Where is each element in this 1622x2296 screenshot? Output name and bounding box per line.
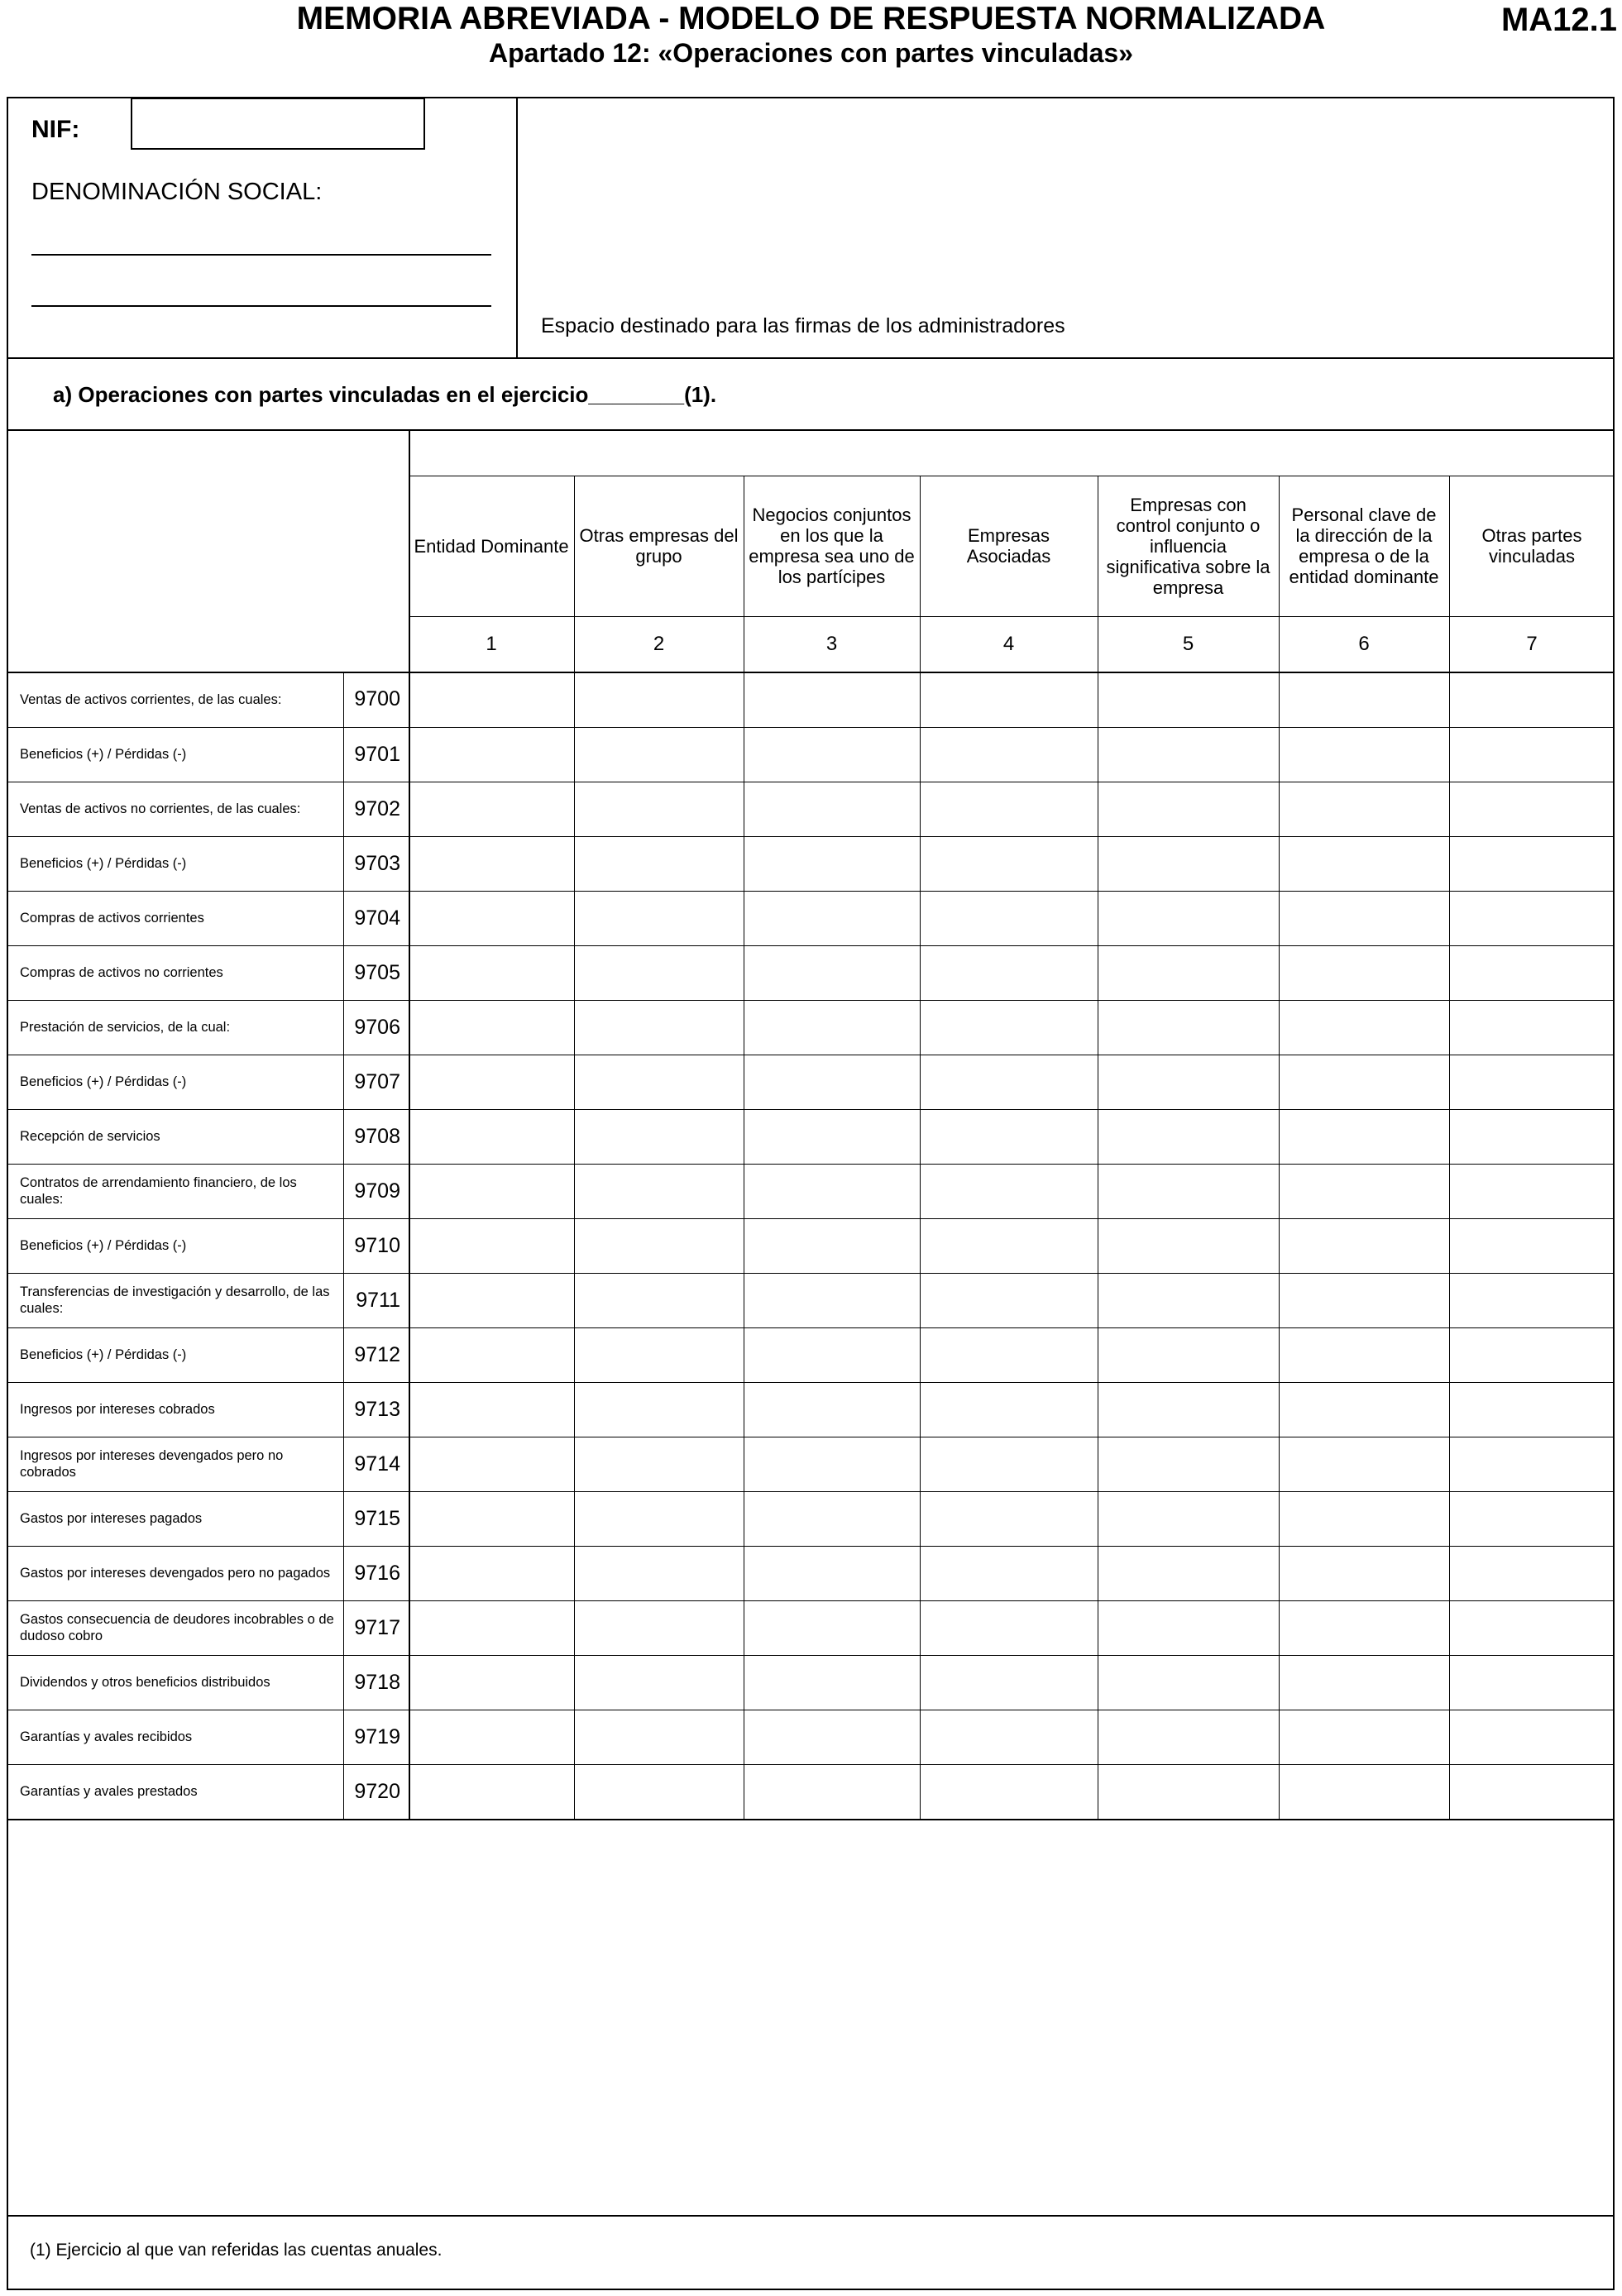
cell-9711-col3[interactable] <box>744 1273 920 1327</box>
cell-9707-col2[interactable] <box>574 1055 744 1109</box>
cell-9713-col1[interactable] <box>409 1382 574 1437</box>
row-code: 9701 <box>354 742 400 766</box>
cell-9704-col4[interactable] <box>920 891 1098 945</box>
cell-9701-col1[interactable] <box>409 727 574 782</box>
cell-9718-col4[interactable] <box>920 1655 1098 1710</box>
row-code: 9720 <box>354 1779 400 1803</box>
cell-9709-col3[interactable] <box>744 1164 920 1218</box>
row-code: 9703 <box>354 851 400 875</box>
column-header-3: Negocios conjuntos en los que la empresa sea uno de los partícipes <box>749 505 915 587</box>
cell-9709-col5[interactable] <box>1098 1164 1279 1218</box>
cell-9709-col4[interactable] <box>920 1164 1098 1218</box>
denominacion-label: DENOMINACIÓN SOCIAL: <box>31 179 323 205</box>
column-number-4: 4 <box>1002 633 1015 655</box>
cell-9702-col5[interactable] <box>1098 782 1279 836</box>
cell-9711-col2[interactable] <box>574 1273 744 1327</box>
cell-9706-col2[interactable] <box>574 1000 744 1055</box>
body-col-divider <box>920 672 921 1819</box>
cell-9713-col6[interactable] <box>1279 1382 1449 1437</box>
row-code: 9719 <box>354 1724 400 1748</box>
cell-9710-col5[interactable] <box>1098 1218 1279 1273</box>
cell-9703-col5[interactable] <box>1098 836 1279 891</box>
cell-9700-col4[interactable] <box>920 672 1098 727</box>
row-label: Gastos consecuencia de deudores incobrables o de dudoso cobro <box>20 1612 334 1643</box>
cell-9705-col7[interactable] <box>1449 945 1615 1000</box>
cell-9720-col7[interactable] <box>1449 1764 1615 1819</box>
row-label: Beneficios (+) / Pérdidas (-) <box>20 1347 187 1362</box>
row-code: 9707 <box>354 1069 400 1093</box>
header-number-line <box>409 616 1615 617</box>
row-label: Transferencias de investigación y desarrollo, de las cuales: <box>20 1284 330 1316</box>
row-label: Ingresos por intereses devengados pero no cobrados <box>20 1448 284 1480</box>
row-label: Garantías y avales recibidos <box>20 1729 193 1744</box>
cell-9715-col5[interactable] <box>1098 1491 1279 1546</box>
cell-9705-col5[interactable] <box>1098 945 1279 1000</box>
cell-9712-col1[interactable] <box>409 1327 574 1382</box>
column-header-5: Empresas con control conjunto o influencia significativa sobre la empresa <box>1106 494 1270 598</box>
cell-9716-col3[interactable] <box>744 1546 920 1600</box>
cell-9708-col2[interactable] <box>574 1109 744 1164</box>
cell-9717-col5[interactable] <box>1098 1600 1279 1655</box>
cell-9702-col7[interactable] <box>1449 782 1615 836</box>
cell-9706-col4[interactable] <box>920 1000 1098 1055</box>
cell-9717-col7[interactable] <box>1449 1600 1615 1655</box>
body-col-divider <box>574 672 575 1819</box>
cell-9700-col1[interactable] <box>409 672 574 727</box>
cell-9703-col7[interactable] <box>1449 836 1615 891</box>
nif-input[interactable] <box>131 98 425 150</box>
cell-9715-col4[interactable] <box>920 1491 1098 1546</box>
row-label: Compras de activos corrientes <box>20 911 204 926</box>
row-label: Ingresos por intereses cobrados <box>20 1402 215 1417</box>
cell-9719-col3[interactable] <box>744 1710 920 1764</box>
row-label: Beneficios (+) / Pérdidas (-) <box>20 1074 187 1089</box>
cell-9702-col6[interactable] <box>1279 782 1449 836</box>
cell-9704-col5[interactable] <box>1098 891 1279 945</box>
cell-9710-col4[interactable] <box>920 1218 1098 1273</box>
cell-9712-col3[interactable] <box>744 1327 920 1382</box>
cell-9718-col6[interactable] <box>1279 1655 1449 1710</box>
row-label: Gastos por intereses pagados <box>20 1511 203 1526</box>
row-code: 9704 <box>354 906 400 930</box>
cell-9719-col7[interactable] <box>1449 1710 1615 1764</box>
cell-9718-col3[interactable] <box>744 1655 920 1710</box>
section-title: a) Operaciones con partes vinculadas en el ejercicio________(1). <box>53 382 717 407</box>
row-code: 9708 <box>354 1124 400 1148</box>
row-code: 9718 <box>354 1670 400 1694</box>
cell-9714-col2[interactable] <box>574 1437 744 1491</box>
cell-9706-col6[interactable] <box>1279 1000 1449 1055</box>
cell-9716-col2[interactable] <box>574 1546 744 1600</box>
form-code: MA12.1 <box>1500 2 1617 38</box>
cell-9704-col3[interactable] <box>744 891 920 945</box>
row-label: Ventas de activos corrientes, de las cuales: <box>20 691 282 707</box>
separator-2 <box>7 429 1615 431</box>
row-code: 9702 <box>354 796 400 820</box>
cell-9704-col2[interactable] <box>574 891 744 945</box>
row-code: 9713 <box>354 1397 400 1421</box>
cell-9700-col6[interactable] <box>1279 672 1449 727</box>
cell-9709-col6[interactable] <box>1279 1164 1449 1218</box>
cell-9701-col6[interactable] <box>1279 727 1449 782</box>
column-header-6: Personal clave de la dirección de la empresa o de la entidad dominante <box>1289 505 1439 587</box>
cell-9711-col7[interactable] <box>1449 1273 1615 1327</box>
cell-9714-col6[interactable] <box>1279 1437 1449 1491</box>
row-code: 9700 <box>354 687 400 710</box>
cell-9705-col4[interactable] <box>920 945 1098 1000</box>
cell-9713-col4[interactable] <box>920 1382 1098 1437</box>
cell-9708-col5[interactable] <box>1098 1109 1279 1164</box>
cell-9708-col3[interactable] <box>744 1109 920 1164</box>
row-label: Prestación de servicios, de la cual: <box>20 1020 231 1035</box>
row-label: Beneficios (+) / Pérdidas (-) <box>20 856 187 871</box>
cell-9715-col6[interactable] <box>1279 1491 1449 1546</box>
row-code: 9705 <box>354 960 400 984</box>
row-label: Compras de activos no corrientes <box>20 965 223 980</box>
cell-9719-col5[interactable] <box>1098 1710 1279 1764</box>
column-header-7: Otras partes vinculadas <box>1481 525 1582 567</box>
cell-9710-col1[interactable] <box>409 1218 574 1273</box>
cell-9718-col5[interactable] <box>1098 1655 1279 1710</box>
cell-9702-col2[interactable] <box>574 782 744 836</box>
cell-9716-col4[interactable] <box>920 1546 1098 1600</box>
cell-9705-col2[interactable] <box>574 945 744 1000</box>
cell-9703-col2[interactable] <box>574 836 744 891</box>
cell-9700-col5[interactable] <box>1098 672 1279 727</box>
cell-9712-col2[interactable] <box>574 1327 744 1382</box>
row-label: Gastos por intereses devengados pero no pagados <box>20 1566 331 1581</box>
row-code: 9716 <box>354 1561 400 1585</box>
cell-9715-col2[interactable] <box>574 1491 744 1546</box>
cell-9706-col3[interactable] <box>744 1000 920 1055</box>
cell-9717-col4[interactable] <box>920 1600 1098 1655</box>
row-label: Beneficios (+) / Pérdidas (-) <box>20 747 187 762</box>
cell-9704-col1[interactable] <box>409 891 574 945</box>
cell-9720-col3[interactable] <box>744 1764 920 1819</box>
cell-9707-col1[interactable] <box>409 1055 574 1109</box>
cell-9712-col4[interactable] <box>920 1327 1098 1382</box>
column-header-2: Otras empresas del grupo <box>579 525 739 567</box>
cell-9716-col1[interactable] <box>409 1546 574 1600</box>
cell-9720-col5[interactable] <box>1098 1764 1279 1819</box>
cell-9712-col5[interactable] <box>1098 1327 1279 1382</box>
cell-9711-col5[interactable] <box>1098 1273 1279 1327</box>
denominacion-line-1[interactable] <box>31 254 491 256</box>
row-code: 9709 <box>354 1179 400 1203</box>
cell-9714-col1[interactable] <box>409 1437 574 1491</box>
column-number-3: 3 <box>825 633 838 655</box>
cell-9708-col7[interactable] <box>1449 1109 1615 1164</box>
cell-9707-col3[interactable] <box>744 1055 920 1109</box>
column-number-1: 1 <box>486 633 497 655</box>
cell-9715-col7[interactable] <box>1449 1491 1615 1546</box>
table-bottom-line <box>7 1819 1615 1820</box>
cell-9710-col3[interactable] <box>744 1218 920 1273</box>
row-code: 9712 <box>354 1342 400 1366</box>
cell-9713-col7[interactable] <box>1449 1382 1615 1437</box>
footnote: (1) Ejercicio al que van referidas las cuentas anuales. <box>30 2241 443 2260</box>
cell-9720-col4[interactable] <box>920 1764 1098 1819</box>
cell-9709-col2[interactable] <box>574 1164 744 1218</box>
cell-9716-col5[interactable] <box>1098 1546 1279 1600</box>
column-number-6: 6 <box>1358 633 1370 655</box>
row-label: Ventas de activos no corrientes, de las cuales: <box>20 801 301 816</box>
column-header-4: Empresas Asociadas <box>966 525 1051 567</box>
cell-9714-col5[interactable] <box>1098 1437 1279 1491</box>
cell-9710-col2[interactable] <box>574 1218 744 1273</box>
cell-9718-col2[interactable] <box>574 1655 744 1710</box>
cell-9709-col1[interactable] <box>409 1164 574 1218</box>
cell-9712-col7[interactable] <box>1449 1327 1615 1382</box>
cell-9701-col5[interactable] <box>1098 727 1279 782</box>
cell-9713-col5[interactable] <box>1098 1382 1279 1437</box>
cell-9701-col3[interactable] <box>744 727 920 782</box>
cell-9720-col1[interactable] <box>409 1764 574 1819</box>
separator-1 <box>7 357 1615 359</box>
cell-9714-col3[interactable] <box>744 1437 920 1491</box>
cell-9705-col3[interactable] <box>744 945 920 1000</box>
cell-9713-col3[interactable] <box>744 1382 920 1437</box>
row-code: 9717 <box>354 1615 400 1639</box>
cell-9718-col1[interactable] <box>409 1655 574 1710</box>
cell-9712-col6[interactable] <box>1279 1327 1449 1382</box>
code-divider <box>343 672 344 1819</box>
cell-9702-col1[interactable] <box>409 782 574 836</box>
cell-9702-col3[interactable] <box>744 782 920 836</box>
cell-9706-col5[interactable] <box>1098 1000 1279 1055</box>
cell-9719-col1[interactable] <box>409 1710 574 1764</box>
denominacion-line-2[interactable] <box>31 305 491 307</box>
row-code: 9711 <box>356 1288 400 1312</box>
id-divider <box>516 98 518 358</box>
cell-9720-col6[interactable] <box>1279 1764 1449 1819</box>
column-header-1: Entidad Dominante <box>414 535 569 557</box>
cell-9700-col7[interactable] <box>1449 672 1615 727</box>
cell-9700-col2[interactable] <box>574 672 744 727</box>
row-label: Beneficios (+) / Pérdidas (-) <box>20 1238 187 1253</box>
cell-9719-col2[interactable] <box>574 1710 744 1764</box>
separator-footnote <box>7 2215 1615 2217</box>
row-label: Recepción de servicios <box>20 1129 160 1144</box>
cell-9710-col7[interactable] <box>1449 1218 1615 1273</box>
cell-9716-col7[interactable] <box>1449 1546 1615 1600</box>
cell-9708-col1[interactable] <box>409 1109 574 1164</box>
cell-9704-col7[interactable] <box>1449 891 1615 945</box>
cell-9711-col6[interactable] <box>1279 1273 1449 1327</box>
cell-9715-col3[interactable] <box>744 1491 920 1546</box>
cell-9716-col6[interactable] <box>1279 1546 1449 1600</box>
cell-9711-col1[interactable] <box>409 1273 574 1327</box>
nif-label: NIF: <box>31 116 80 143</box>
cell-9714-col4[interactable] <box>920 1437 1098 1491</box>
cell-9711-col4[interactable] <box>920 1273 1098 1327</box>
row-label: Contratos de arrendamiento financiero, de los cuales: <box>20 1175 297 1207</box>
cell-9713-col2[interactable] <box>574 1382 744 1437</box>
cell-9707-col7[interactable] <box>1449 1055 1615 1109</box>
cell-9707-col5[interactable] <box>1098 1055 1279 1109</box>
signatures-area-label: Espacio destinado para las firmas de los administradores <box>541 314 1065 337</box>
cell-9703-col3[interactable] <box>744 836 920 891</box>
cell-9703-col1[interactable] <box>409 836 574 891</box>
cell-9701-col4[interactable] <box>920 727 1098 782</box>
cell-9703-col6[interactable] <box>1279 836 1449 891</box>
cell-9707-col4[interactable] <box>920 1055 1098 1109</box>
row-code: 9715 <box>354 1506 400 1530</box>
cell-9708-col6[interactable] <box>1279 1109 1449 1164</box>
cell-9720-col2[interactable] <box>574 1764 744 1819</box>
cell-9700-col3[interactable] <box>744 672 920 727</box>
cell-9708-col4[interactable] <box>920 1109 1098 1164</box>
cell-9717-col6[interactable] <box>1279 1600 1449 1655</box>
cell-9706-col7[interactable] <box>1449 1000 1615 1055</box>
cell-9705-col6[interactable] <box>1279 945 1449 1000</box>
row-code: 9714 <box>354 1452 400 1476</box>
cell-9717-col2[interactable] <box>574 1600 744 1655</box>
column-number-2: 2 <box>653 633 665 655</box>
cell-9715-col1[interactable] <box>409 1491 574 1546</box>
cell-9701-col7[interactable] <box>1449 727 1615 782</box>
cell-9719-col4[interactable] <box>920 1710 1098 1764</box>
body-col-divider <box>1279 672 1280 1819</box>
page-subtitle: Apartado 12: «Operaciones con partes vinculadas» <box>489 38 1133 68</box>
body-col-divider <box>1449 672 1450 1819</box>
row-label: Garantías y avales prestados <box>20 1784 198 1799</box>
cell-9706-col1[interactable] <box>409 1000 574 1055</box>
cell-9719-col6[interactable] <box>1279 1710 1449 1764</box>
cell-9710-col6[interactable] <box>1279 1218 1449 1273</box>
row-code: 9710 <box>354 1233 400 1257</box>
cell-9717-col1[interactable] <box>409 1600 574 1655</box>
cell-9718-col7[interactable] <box>1449 1655 1615 1710</box>
cell-9714-col7[interactable] <box>1449 1437 1615 1491</box>
cell-9707-col6[interactable] <box>1279 1055 1449 1109</box>
cell-9704-col6[interactable] <box>1279 891 1449 945</box>
cell-9705-col1[interactable] <box>409 945 574 1000</box>
cell-9717-col3[interactable] <box>744 1600 920 1655</box>
column-number-7: 7 <box>1526 633 1538 655</box>
cell-9702-col4[interactable] <box>920 782 1098 836</box>
row-label: Dividendos y otros beneficios distribuidos <box>20 1675 270 1690</box>
page-title: MEMORIA ABREVIADA - MODELO DE RESPUESTA NORMALIZADA <box>296 1 1326 36</box>
stub-divider <box>409 672 410 1819</box>
cell-9709-col7[interactable] <box>1449 1164 1615 1218</box>
cell-9701-col2[interactable] <box>574 727 744 782</box>
column-number-5: 5 <box>1182 633 1194 655</box>
row-code: 9706 <box>354 1015 400 1039</box>
cell-9703-col4[interactable] <box>920 836 1098 891</box>
